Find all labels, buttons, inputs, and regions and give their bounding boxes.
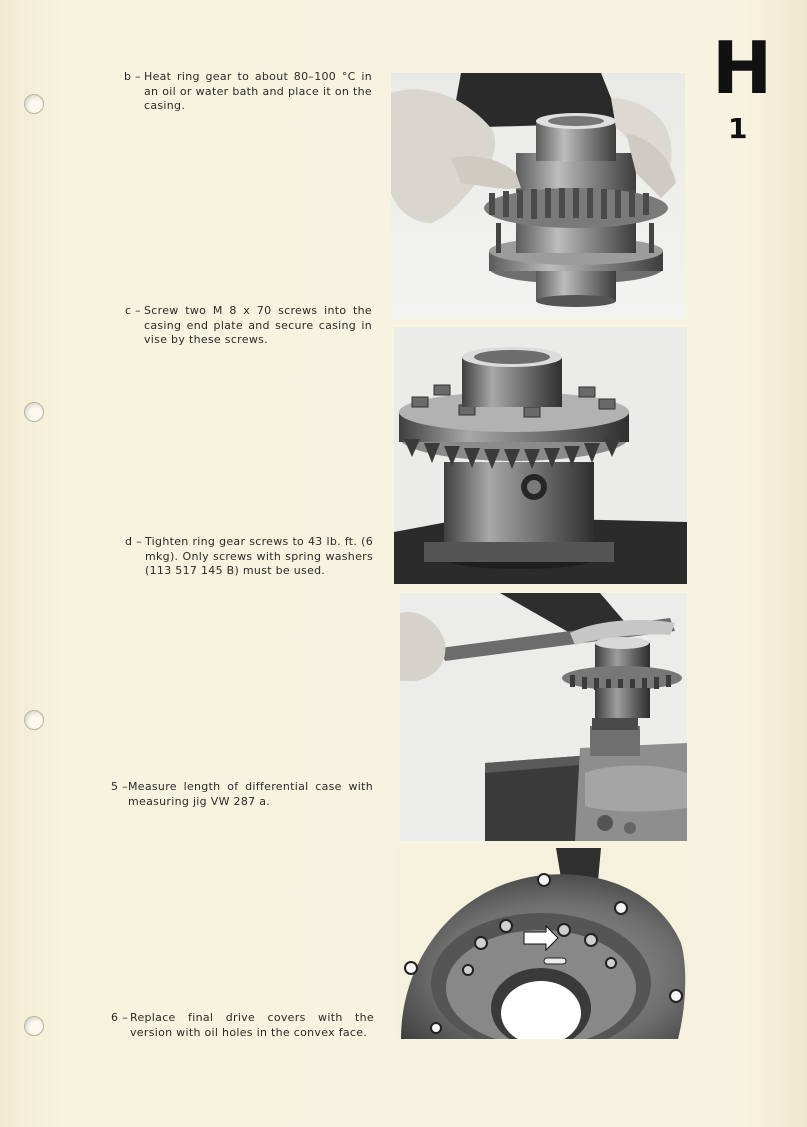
step-text: Tighten ring gear screws to 43 lb. ft. (6 mkg). Only screws with spring washers (113 517 145 B) must be used.	[145, 535, 373, 577]
casing-in-vise-photo	[394, 327, 687, 584]
step-marker: c –	[125, 304, 141, 317]
step-marker: d –	[125, 535, 142, 548]
section-letter: H	[712, 26, 773, 110]
final-drive-cover-photo	[396, 848, 688, 1039]
step-text: Replace final drive covers with the version with oil holes in the convex face.	[130, 1011, 374, 1039]
punch-hole-upper-mid	[24, 402, 44, 422]
step-marker: 6 –	[111, 1011, 128, 1024]
measuring-jig-photo	[400, 718, 687, 841]
step-marker: 5 –	[111, 780, 128, 793]
torque-wrench-photo	[400, 593, 687, 718]
step-text: Heat ring gear to about 80–100 °C in an oil or water bath and place it on the casing.	[144, 70, 372, 112]
punch-hole-top	[24, 94, 44, 114]
punch-hole-lower-mid	[24, 710, 44, 730]
step-marker: b –	[124, 70, 141, 83]
step-text: Screw two M 8 x 70 screws into the casing end plate and secure casing in vise by these screws.	[144, 304, 372, 346]
section-number: 1	[728, 112, 748, 145]
punch-hole-bottom	[24, 1016, 44, 1036]
step-text: Measure length of differential case with measuring jig VW 287 a.	[128, 780, 373, 808]
hands-placing-ring-gear-photo	[391, 73, 685, 319]
